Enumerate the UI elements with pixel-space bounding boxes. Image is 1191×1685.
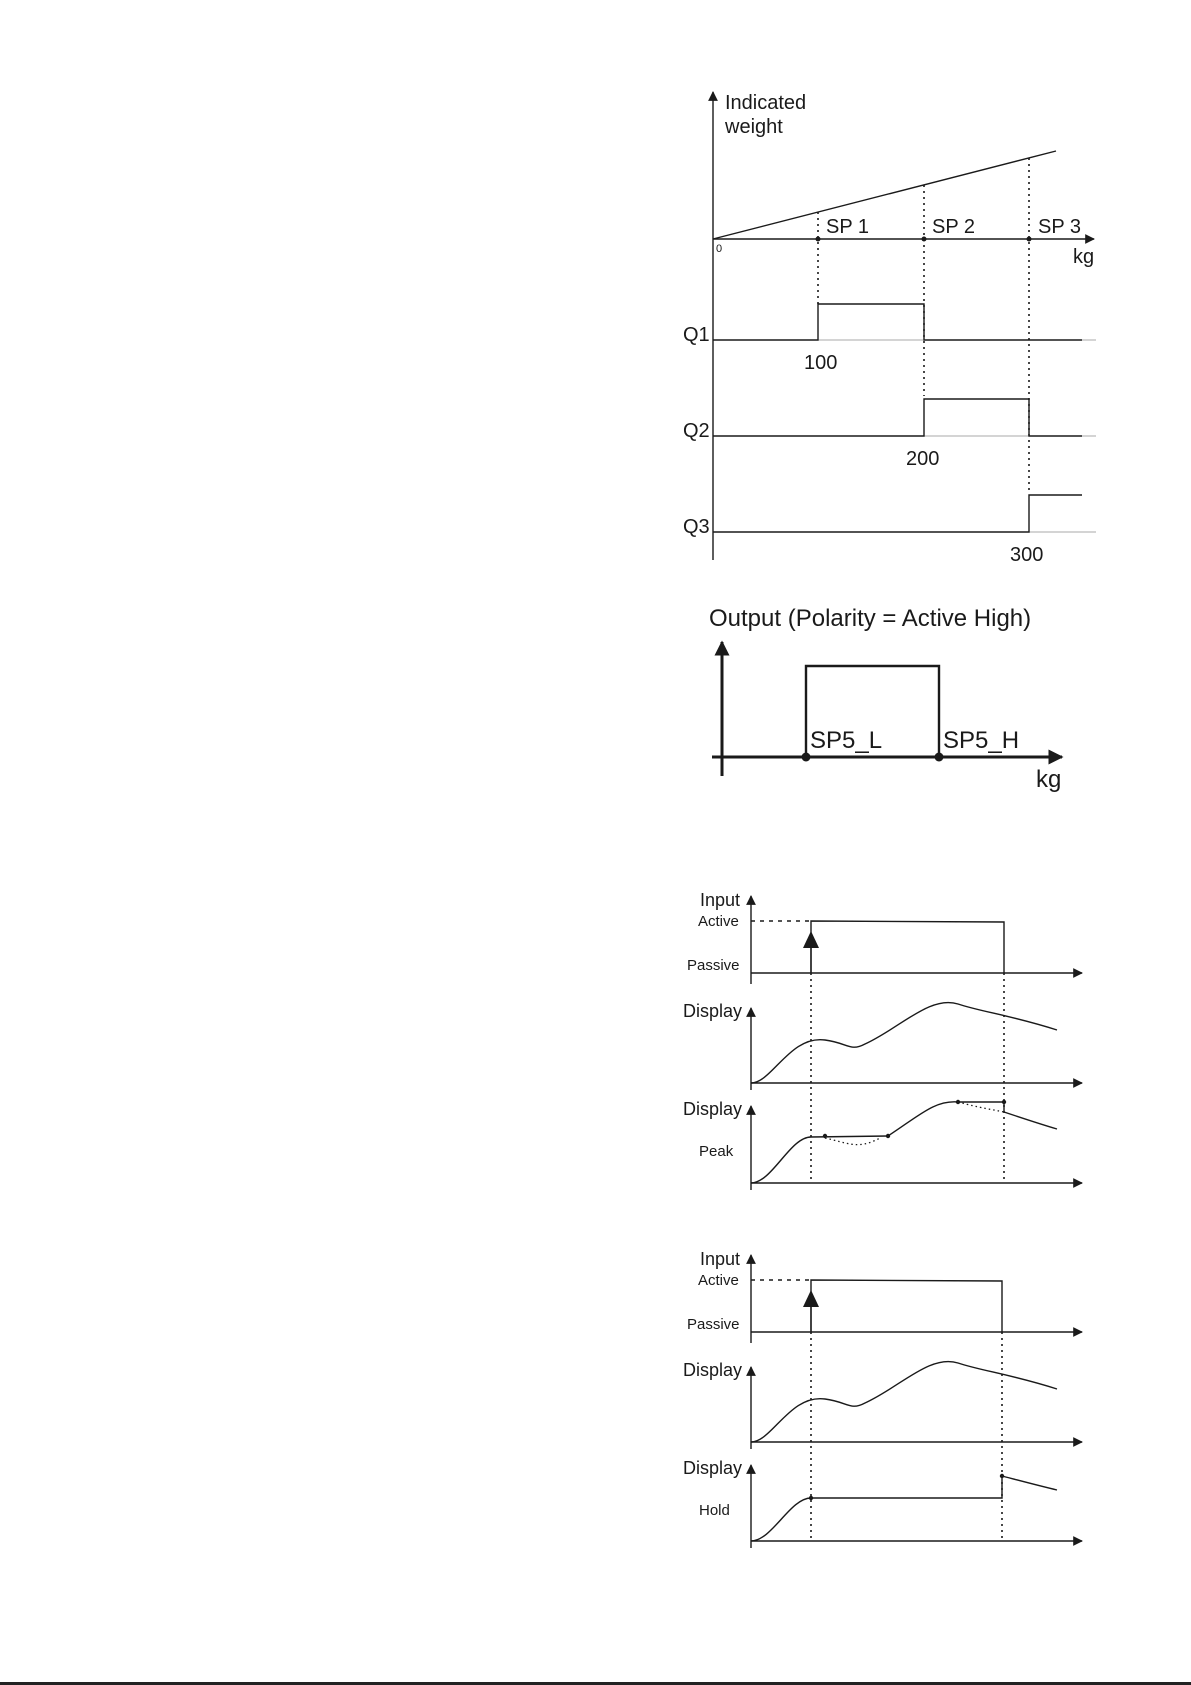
- polarity-title: Output (Polarity = Active High): [709, 605, 1032, 632]
- hold-display2-label: Display: [683, 1458, 743, 1478]
- hold-display-curve: [751, 1361, 1057, 1442]
- peak-trigger-arrow: [803, 931, 819, 948]
- hold-passive-label: Passive: [687, 1316, 740, 1333]
- peak-mode-label: Peak: [699, 1143, 734, 1160]
- hold-input-pulse: [811, 1280, 1002, 1332]
- sp5-low-label: SP5_L: [810, 727, 883, 754]
- setpoint-diagram: [683, 92, 1096, 566]
- sp5-high-label: SP5_H: [943, 727, 1020, 754]
- sp2-point: [922, 237, 927, 242]
- hold-display-label: Display: [683, 1360, 743, 1380]
- weight-axis-label-2: weight: [725, 116, 783, 138]
- hold-curve: [751, 1476, 1057, 1541]
- peak-active-label: Active: [698, 913, 739, 930]
- peak-input-label: Input: [700, 890, 741, 910]
- q3-signal: [713, 495, 1082, 532]
- hold-diagram: [683, 1249, 1082, 1548]
- polarity-diagram: [709, 605, 1062, 793]
- kg-unit-label: kg: [1073, 246, 1095, 268]
- sp3-label: SP 3: [1038, 216, 1081, 238]
- indicated-weight-ramp: [713, 151, 1056, 239]
- q3-label: Q3: [683, 516, 710, 538]
- threshold-100-label: 100: [804, 352, 838, 374]
- hold-input-label: Input: [700, 1249, 741, 1269]
- sp1-label: SP 1: [826, 216, 869, 238]
- q1-signal: [713, 304, 1082, 340]
- threshold-300-label: 300: [1010, 544, 1044, 566]
- peak-input-pulse: [811, 921, 1004, 973]
- hold-active-label: Active: [698, 1272, 739, 1289]
- peak-display-curve: [751, 1002, 1057, 1083]
- sp2-label: SP 2: [932, 216, 975, 238]
- q1-label: Q1: [683, 324, 710, 346]
- sp1-point: [816, 237, 821, 242]
- peak-display-label: Display: [683, 1001, 743, 1021]
- peak-display2-label: Display: [683, 1099, 743, 1119]
- peak-diagram: [683, 890, 1082, 1190]
- hold-mode-label: Hold: [699, 1502, 730, 1519]
- polarity-kg-label: kg: [1036, 766, 1062, 793]
- peak-passive-label: Passive: [687, 957, 740, 974]
- sp3-point: [1027, 237, 1032, 242]
- q2-label: Q2: [683, 420, 710, 442]
- q2-signal: [713, 399, 1082, 436]
- origin-label: 0: [716, 243, 723, 255]
- weight-axis-label-1: Indicated: [725, 92, 807, 114]
- threshold-200-label: 200: [906, 448, 940, 470]
- hold-trigger-arrow: [803, 1290, 819, 1307]
- peak-hold-curve: [888, 1102, 1057, 1136]
